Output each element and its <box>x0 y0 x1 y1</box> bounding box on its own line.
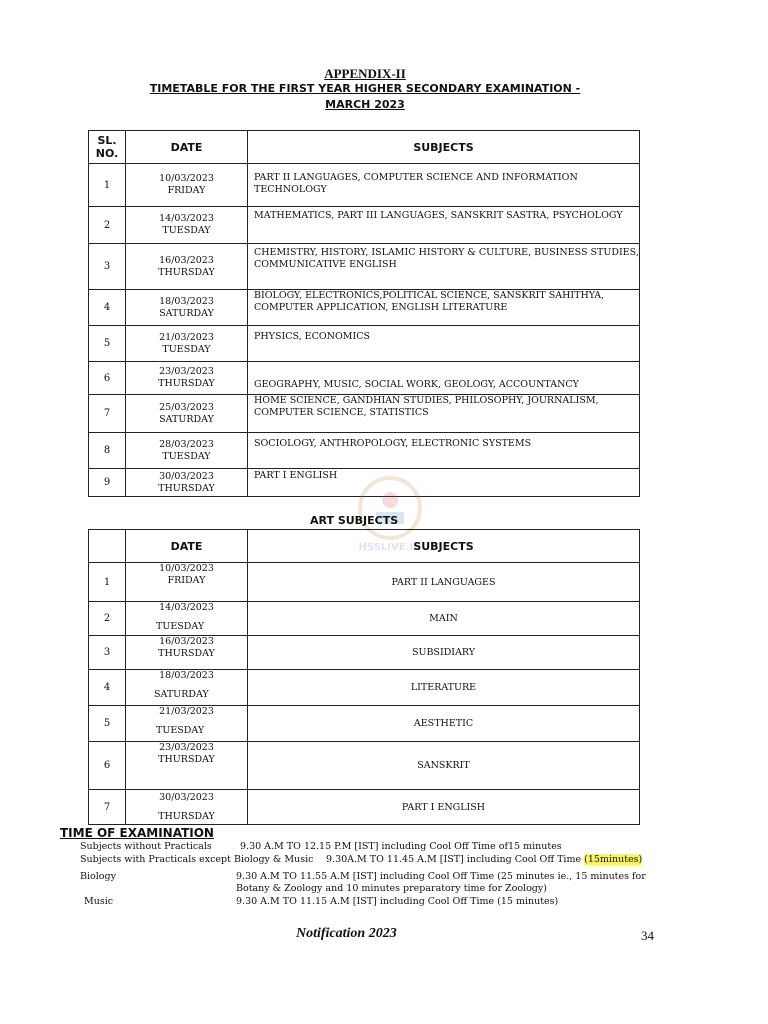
date-header: DATE <box>126 530 248 563</box>
row-date: 21/03/2023 TUESDAY <box>126 706 248 742</box>
row-subjects: PART II LANGUAGES, COMPUTER SCIENCE AND INFORMATION TECHNOLOGY <box>248 164 640 207</box>
subjects-header: SUBJECTS <box>248 530 640 563</box>
row-sl: 6 <box>89 742 126 790</box>
row-date: 30/03/2023 THURSDAY <box>126 790 248 825</box>
row-date: 10/03/2023 FRIDAY <box>126 164 248 207</box>
row-subjects: BIOLOGY, ELECTRONICS,POLITICAL SCIENCE, SANSKRIT SAHITHYA, COMPUTER APPLICATION, ENGLISH LITERATURE <box>248 290 640 326</box>
row-subjects: PHYSICS, ECONOMICS <box>248 326 640 362</box>
row-sl: 2 <box>89 207 126 244</box>
table-row <box>89 164 640 207</box>
art-subjects-table <box>88 529 640 825</box>
table-row <box>89 395 640 433</box>
time-of-examination-title: TIME OF EXAMINATION <box>60 826 214 840</box>
table-row <box>89 742 640 790</box>
highlighted-duration: (15minutes) <box>584 854 643 865</box>
row-sl: 4 <box>89 290 126 326</box>
exam-time-value: 9.30A.M TO 11.45 A.M [IST] including Cool Off Time (15minutes) <box>326 854 643 865</box>
row-subjects: HOME SCIENCE, GANDHIAN STUDIES, PHILOSOPHY, JOURNALISM, COMPUTER SCIENCE, STATISTICS <box>248 395 640 433</box>
row-sl: 2 <box>89 602 126 636</box>
table-row <box>89 326 640 362</box>
exam-time-value: 9.30 A.M TO 11.15 A.M [IST] including Cool Off Time (15 minutes) <box>236 896 559 907</box>
row-sl: 5 <box>89 706 126 742</box>
row-date: 16/03/2023 THURSDAY <box>126 636 248 670</box>
table-row <box>89 563 640 602</box>
exam-time-label: Music <box>84 896 114 907</box>
date-header: DATE <box>126 131 248 164</box>
table-header-row <box>89 530 640 563</box>
row-date: 18/03/2023 SATURDAY <box>126 670 248 706</box>
art-subjects-title: ART SUBJECTS <box>310 514 399 527</box>
row-subjects: PART I ENGLISH <box>248 790 640 825</box>
row-sl: 7 <box>89 790 126 825</box>
table-row <box>89 362 640 395</box>
exam-time-label: Biology <box>80 871 116 882</box>
row-subjects: GEOGRAPHY, MUSIC, SOCIAL WORK, GEOLOGY, ACCOUNTANCY <box>248 362 640 395</box>
row-sl: 3 <box>89 636 126 670</box>
timetable-title-line1: TIMETABLE FOR THE FIRST YEAR HIGHER SECONDARY EXAMINATION - <box>149 82 581 95</box>
row-date: 10/03/2023 FRIDAY <box>126 563 248 602</box>
row-date: 30/03/2023 THURSDAY <box>126 469 248 497</box>
row-subjects: MATHEMATICS, PART III LANGUAGES, SANSKRIT SASTRA, PSYCHOLOGY <box>248 207 640 244</box>
appendix-heading: APPENDIX-II <box>324 66 406 81</box>
main-timetable <box>88 130 640 497</box>
table-row <box>89 670 640 706</box>
table-row <box>89 602 640 636</box>
exam-time-label: Subjects with Practicals except Biology & Music <box>80 854 314 865</box>
row-sl: 8 <box>89 433 126 469</box>
row-date: 18/03/2023 SATURDAY <box>126 290 248 326</box>
row-subjects: AESTHETIC <box>248 706 640 742</box>
row-subjects: SUBSIDIARY <box>248 636 640 670</box>
timetable-title-line2: MARCH 2023 <box>325 98 405 111</box>
row-date: 16/03/2023 THURSDAY <box>126 244 248 290</box>
row-date: 21/03/2023 TUESDAY <box>126 326 248 362</box>
table-row <box>89 433 640 469</box>
row-subjects: LITERATURE <box>248 670 640 706</box>
page-number: 34 <box>641 928 654 943</box>
table-row <box>89 790 640 825</box>
row-subjects: SANSKRIT <box>248 742 640 790</box>
row-subjects: MAIN <box>248 602 640 636</box>
row-sl: 6 <box>89 362 126 395</box>
row-sl: 9 <box>89 469 126 497</box>
sl-header-empty <box>89 530 126 563</box>
table-row <box>89 244 640 290</box>
row-subjects: CHEMISTRY, HISTORY, ISLAMIC HISTORY & CULTURE, BUSINESS STUDIES, COMMUNICATIVE ENGLISH <box>248 244 640 290</box>
row-sl: 1 <box>89 164 126 207</box>
sl-no-header: SL. NO. <box>89 131 126 164</box>
row-sl: 5 <box>89 326 126 362</box>
row-date: 28/03/2023 TUESDAY <box>126 433 248 469</box>
row-date: 25/03/2023 SATURDAY <box>126 395 248 433</box>
table-row <box>89 290 640 326</box>
exam-time-value: 9.30 A.M TO 12.15 P.M [IST] including Cool Off Time of15 minutes <box>240 841 562 852</box>
exam-time-value-cont: Botany & Zoology and 10 minutes preparatory time for Zoology) <box>236 883 547 894</box>
table-header-row <box>89 131 640 164</box>
table-row <box>89 207 640 244</box>
row-date: 14/03/2023 TUESDAY <box>126 207 248 244</box>
row-sl: 7 <box>89 395 126 433</box>
exam-time-value: 9.30 A.M TO 11.55 A.M [IST] including Cool Off Time (25 minutes ie., 15 minutes for <box>236 871 646 882</box>
table-row <box>89 636 640 670</box>
row-sl: 3 <box>89 244 126 290</box>
row-date: 14/03/2023 TUESDAY <box>126 602 248 636</box>
row-subjects: PART I ENGLISH <box>248 469 640 497</box>
row-sl: 1 <box>89 563 126 602</box>
row-sl: 4 <box>89 670 126 706</box>
row-date: 23/03/2023 THURSDAY <box>126 362 248 395</box>
table-row <box>89 706 640 742</box>
row-subjects: SOCIOLOGY, ANTHROPOLOGY, ELECTRONIC SYSTEMS <box>248 433 640 469</box>
row-subjects: PART II LANGUAGES <box>248 563 640 602</box>
exam-time-label: Subjects without Practicals <box>80 841 212 852</box>
subjects-header: SUBJECTS <box>248 131 640 164</box>
watermark-text: HSSLIVE.IN <box>358 542 422 553</box>
notification-footer: Notification 2023 <box>296 926 397 941</box>
row-date: 23/03/2023 THURSDAY <box>126 742 248 790</box>
